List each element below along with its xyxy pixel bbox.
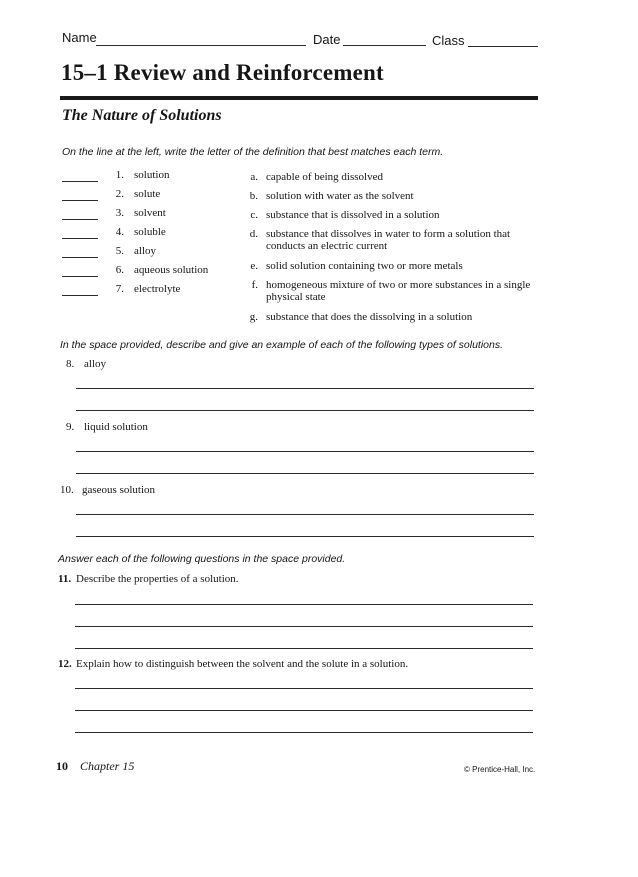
- definition-letter: b.: [249, 190, 258, 202]
- term-number: 1.: [115, 169, 124, 181]
- term-number: 4.: [115, 226, 124, 238]
- term-number: 5.: [115, 245, 124, 257]
- definition-text: homogeneous mixture of two or more substances in a single physical state: [266, 279, 531, 303]
- question-number: 8.: [66, 358, 75, 370]
- term-number: 7.: [115, 283, 124, 295]
- definition-text: substance that does the dissolving in a solution: [266, 311, 473, 323]
- term-label: solution: [134, 169, 170, 181]
- term-label: alloy: [134, 245, 156, 257]
- question-text: liquid solution: [84, 421, 148, 433]
- answer-line[interactable]: [76, 388, 534, 389]
- answer-line[interactable]: [76, 451, 534, 452]
- definition-text: substance that dissolves in water to form a solution that conducts an electric current: [266, 228, 511, 252]
- answer-line[interactable]: [76, 473, 534, 474]
- copyright: © Prentice-Hall, Inc.: [464, 765, 536, 774]
- answer-blank[interactable]: [62, 295, 98, 296]
- answer-blank[interactable]: [62, 200, 98, 201]
- answer-blank[interactable]: [62, 276, 98, 277]
- page-number: 10: [56, 759, 68, 773]
- question-number: 9.: [66, 421, 75, 433]
- definition-letter: a.: [250, 171, 258, 183]
- class-field[interactable]: [468, 46, 538, 47]
- answer-line[interactable]: [76, 410, 534, 411]
- answer-line[interactable]: [75, 604, 533, 605]
- definition-letter: f.: [251, 279, 258, 291]
- term-number: 6.: [115, 264, 124, 276]
- question-number: 11.: [58, 573, 72, 585]
- definition-text: substance that is dissolved in a solution: [266, 209, 440, 221]
- definition-text: solution with water as the solvent: [266, 190, 414, 202]
- term-label: electrolyte: [134, 283, 181, 295]
- term-label: solvent: [134, 207, 166, 219]
- page-title: 15–1 Review and Reinforcement: [61, 60, 384, 85]
- definition-text: capable of being dissolved: [266, 171, 383, 183]
- class-label: Class: [432, 33, 465, 48]
- title-rule: [60, 96, 538, 100]
- term-label: aqueous solution: [134, 264, 209, 276]
- answer-line[interactable]: [75, 710, 533, 711]
- term-label: soluble: [134, 226, 166, 238]
- question-number: 12.: [58, 658, 72, 670]
- questions-instructions: Answer each of the following questions in the space provided.: [58, 553, 346, 565]
- answer-blank[interactable]: [62, 238, 98, 239]
- answer-blank[interactable]: [62, 257, 98, 258]
- matching-instructions: On the line at the left, write the letter of the definition that best matches each term.: [62, 146, 444, 158]
- describe-instructions: In the space provided, describe and give an example of each of the following types of solutions.: [60, 339, 504, 351]
- answer-line[interactable]: [75, 626, 533, 627]
- question-text: alloy: [84, 358, 106, 370]
- definition-letter: d.: [249, 228, 258, 240]
- definition-text: solid solution containing two or more metals: [266, 260, 463, 272]
- question-text: Describe the properties of a solution.: [76, 573, 239, 585]
- question-text: Explain how to distinguish between the solvent and the solute in a solution.: [76, 658, 409, 670]
- answer-line[interactable]: [75, 732, 533, 733]
- date-field[interactable]: [343, 45, 426, 46]
- term-number: 3.: [115, 207, 124, 219]
- answer-line[interactable]: [76, 536, 534, 537]
- answer-line[interactable]: [76, 514, 534, 515]
- question-text: gaseous solution: [82, 484, 156, 496]
- term-label: solute: [134, 188, 161, 200]
- answer-line[interactable]: [75, 648, 533, 649]
- definition-letter: e.: [250, 260, 258, 272]
- section-subtitle: The Nature of Solutions: [62, 107, 222, 124]
- name-label: Name: [62, 30, 97, 45]
- name-field[interactable]: [96, 45, 306, 46]
- answer-line[interactable]: [75, 688, 533, 689]
- chapter-label: Chapter 15: [80, 759, 135, 773]
- date-label: Date: [313, 32, 341, 47]
- answer-blank[interactable]: [62, 219, 98, 220]
- definition-letter: c.: [250, 209, 258, 221]
- question-number: 10.: [60, 484, 74, 496]
- term-number: 2.: [115, 188, 124, 200]
- definition-letter: g.: [249, 311, 258, 323]
- answer-blank[interactable]: [62, 181, 98, 182]
